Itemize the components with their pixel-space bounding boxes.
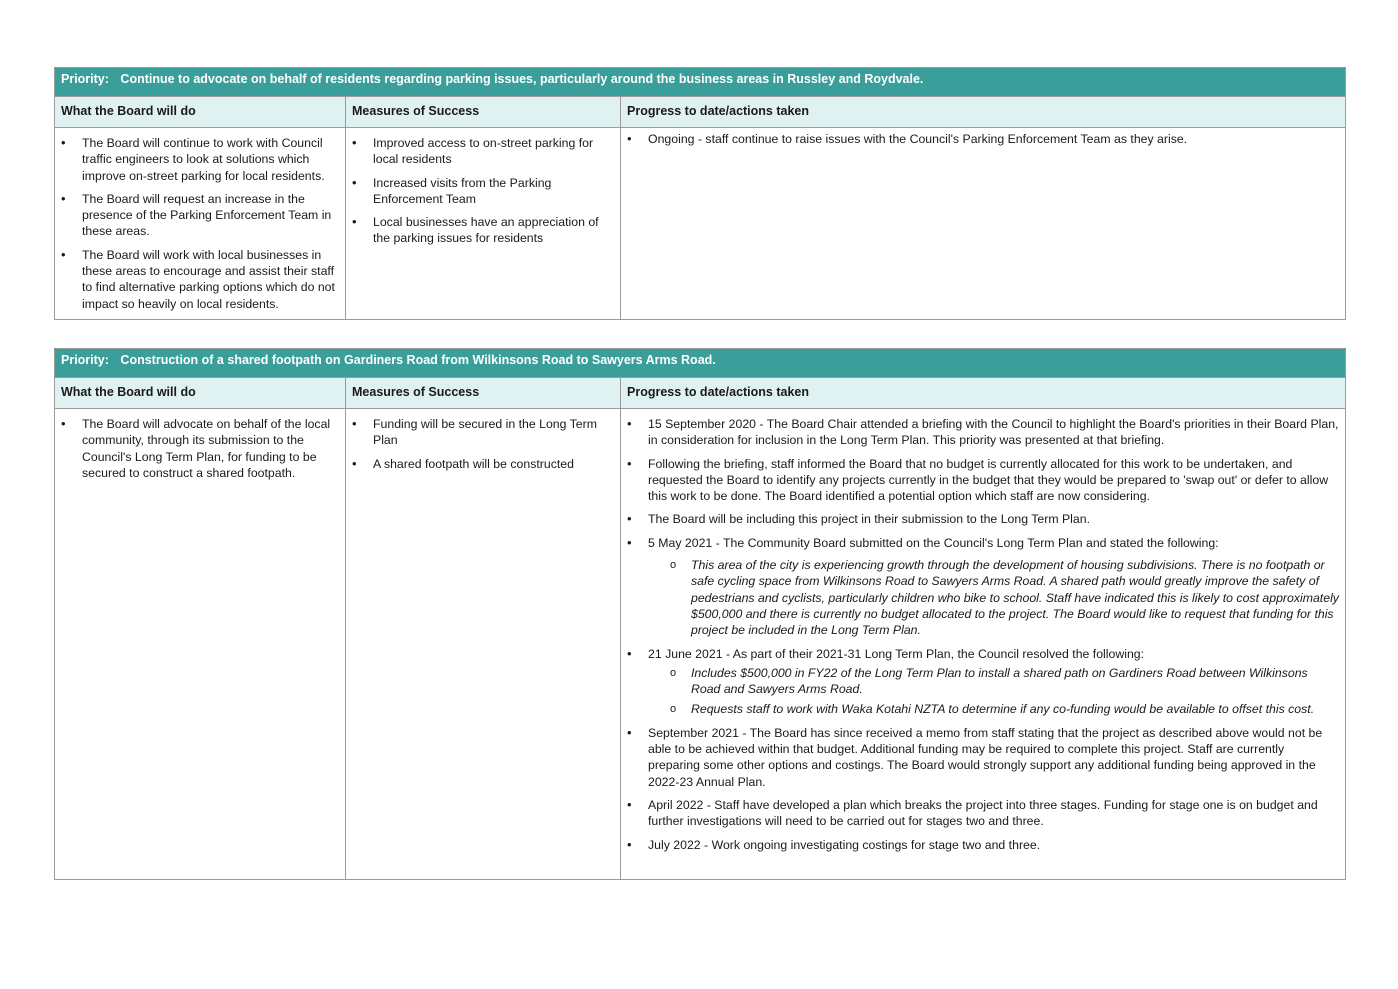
header-measures-of-success: Measures of Success <box>346 378 621 408</box>
measures-cell <box>346 409 621 879</box>
list-item: • Following the briefing, staff informed the Board that no budget is currently allocated for this work to be undertaken, and requested the Board to identify any projects currently in the budget that they would be prepared to 'swap out' or defer to allow this work to be done. The Board identified a potential option which staff are now considering. <box>627 456 1339 505</box>
progress-cell <box>621 128 1345 319</box>
priority-label: Priority: <box>61 72 109 86</box>
list-item: • Ongoing - staff continue to raise issues with the Council's Parking Enforcement Team as they arise. <box>627 131 1339 147</box>
list-item: • The Board will continue to work with Council traffic engineers to look at solutions which improve on-street parking for local residents. <box>61 135 339 184</box>
list-item: • The Board will work with local businesses in these areas to encourage and assist their staff to find alternative parking options which do not impact so heavily on local residents. <box>61 247 339 312</box>
priority-table-footpath <box>54 348 1346 880</box>
priority-table-parking <box>54 67 1346 320</box>
list-item: • A shared footpath will be constructed <box>352 456 614 472</box>
list-item: • Local businesses have an appreciation of the parking issues for residents <box>352 214 614 247</box>
list-item-with-sublist <box>627 646 1339 718</box>
priority-label: Priority: <box>61 353 109 367</box>
priority-banner <box>55 68 1345 97</box>
list-item: • Funding will be secured in the Long Term Plan <box>352 416 614 449</box>
list-item: • 15 September 2020 - The Board Chair attended a briefing with the Council to highlight the Board's priorities in their Board Plan, in consideration for inclusion in the Long Term Plan. This priority was presented at that briefing. <box>627 416 1339 449</box>
priority-banner <box>55 349 1345 378</box>
priority-text: Construction of a shared footpath on Gardiners Road from Wilkinsons Road to Sawyers Arms Road. <box>120 353 716 367</box>
list-item-text: 21 June 2021 - As part of their 2021-31 Long Term Plan, the Council resolved the following: <box>648 646 1145 661</box>
header-board-will-do: What the Board will do <box>55 378 346 408</box>
table-header-row <box>55 97 1345 128</box>
priority-text: Continue to advocate on behalf of residents regarding parking issues, particularly around the business areas in Russley and Roydvale. <box>120 72 924 86</box>
list-item: • September 2021 - The Board has since received a memo from staff stating that the project as described above would not be able to be achieved within that budget. Additional funding may be required to complete this project. Staff are currently preparing some other options and costings. The Board would strongly support any additional funding being approved in the 2022-23 Annual Plan. <box>627 725 1339 790</box>
header-progress: Progress to date/actions taken <box>627 385 810 399</box>
sub-list-item: o Includes $500,000 in FY22 of the Long Term Plan to install a shared path on Gardiners Road between Wilkinsons Road and Sawyers Arms Road. <box>648 665 1339 698</box>
list-item: • The Board will be including this project in their submission to the Long Term Plan. <box>627 511 1339 527</box>
sub-list-item: o This area of the city is experiencing growth through the development of housing subdivisions. There is no footpath or safe cycling space from Wilkinsons Road to Sawyers Arms Road. A shared path would greatly improve the safety of pedestrians and cyclists, particularly children who bike to school. Staff have indicated this is likely to cost approximately $500,000 and there is currently no budget allocated to the project. The Board would like to request that funding for this project be included in the Long Term Plan. <box>648 557 1339 638</box>
list-item: • Improved access to on-street parking for local residents <box>352 135 614 168</box>
list-item: • Increased visits from the Parking Enforcement Team <box>352 175 614 208</box>
header-measures-of-success: Measures of Success <box>346 97 621 127</box>
measures-cell <box>346 128 621 319</box>
board-will-do-cell <box>55 128 346 319</box>
table-body-row <box>55 128 1345 319</box>
table-body-row <box>55 409 1345 879</box>
header-board-will-do: What the Board will do <box>55 97 346 127</box>
table-header-row <box>55 378 1345 409</box>
list-item: • April 2022 - Staff have developed a plan which breaks the project into three stages. Funding for stage one is on budget and further investigations will need to be carried out for stages two and three. <box>627 797 1339 830</box>
header-progress: Progress to date/actions taken <box>627 104 810 118</box>
sub-list-item: o Requests staff to work with Waka Kotahi NZTA to determine if any co-funding would be available to offset this cost. <box>648 701 1339 717</box>
list-item: • The Board will request an increase in the presence of the Parking Enforcement Team in these areas. <box>61 191 339 240</box>
board-will-do-cell <box>55 409 346 879</box>
list-item: • The Board will advocate on behalf of the local community, through its submission to the Council's Long Term Plan, for funding to be secured to construct a shared footpath. <box>61 416 339 481</box>
list-item-text: 5 May 2021 - The Community Board submitted on the Council's Long Term Plan and stated the following: <box>648 535 1219 550</box>
list-item-with-sublist <box>627 535 1339 639</box>
progress-cell <box>621 409 1345 879</box>
list-item: • July 2022 - Work ongoing investigating costings for stage two and three. <box>627 837 1339 853</box>
